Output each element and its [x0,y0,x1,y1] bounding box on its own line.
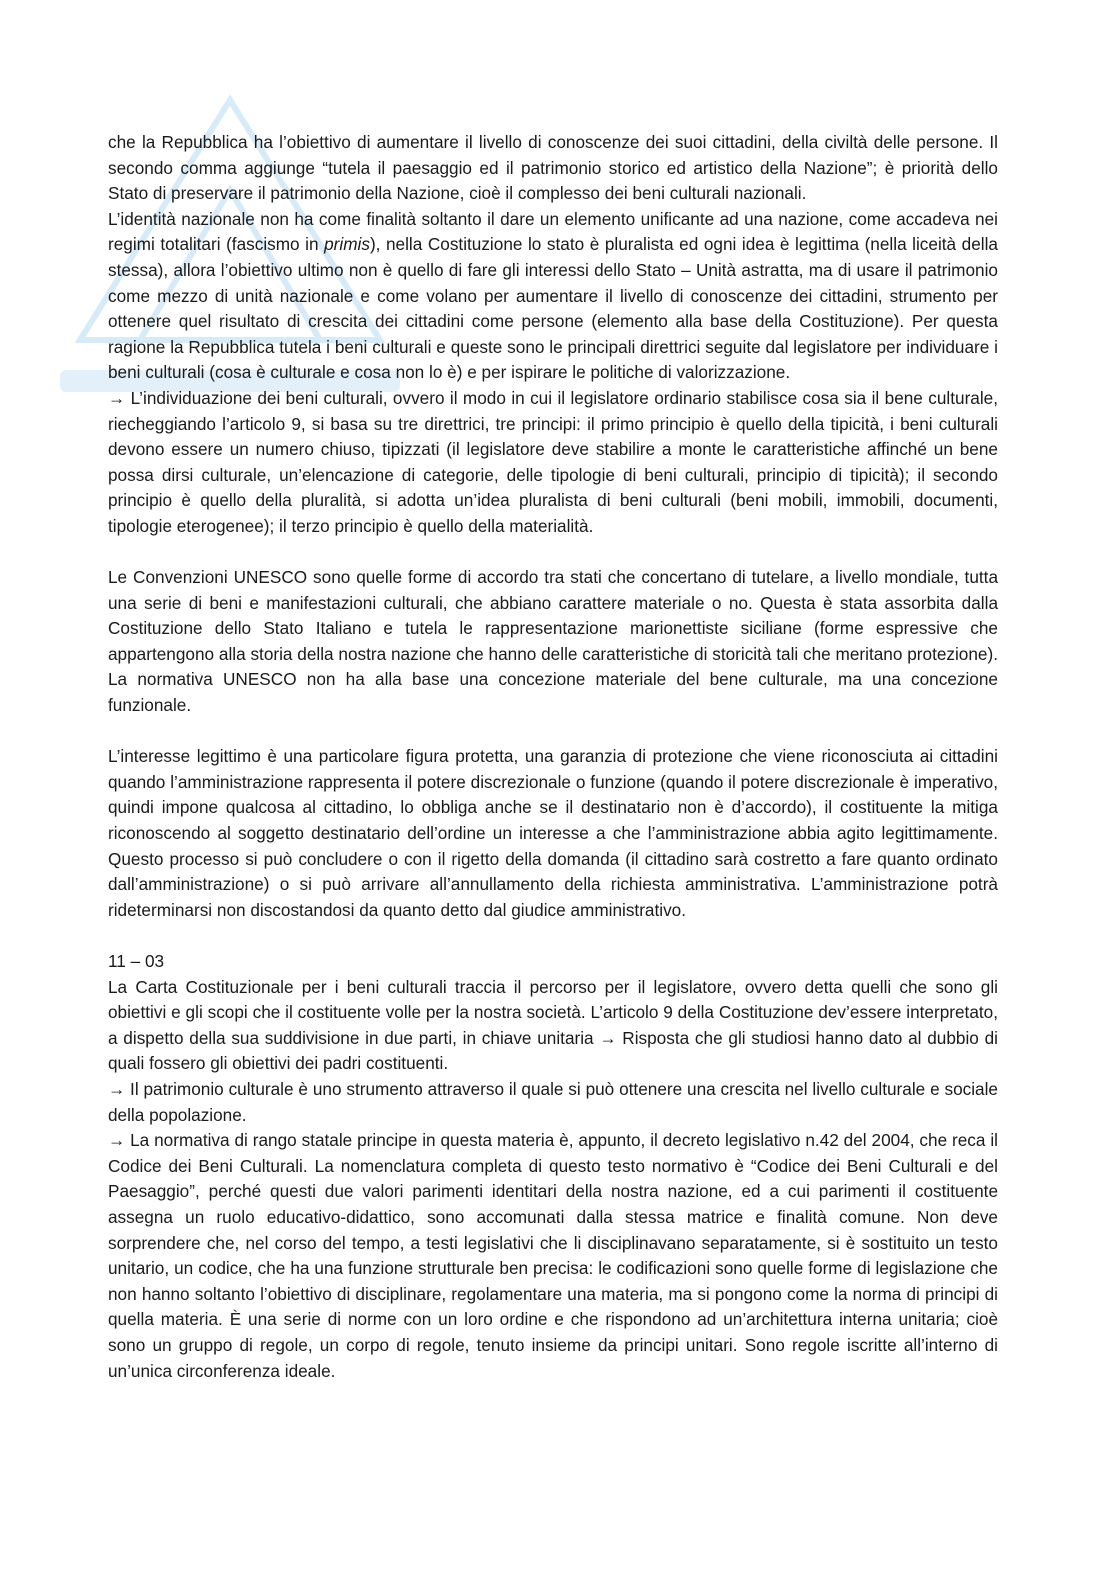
paragraph-2-italic: primis [324,234,370,255]
paragraph-2 [108,207,998,386]
paragraph-4: Le Convenzioni UNESCO sono quelle forme di accordo tra stati che concertano di tutelare, a livello mondiale, tutta una serie di beni e manifestazioni culturali, che abbiano carattere materiale o no. Questa è stata assorbita dalla Costituzione dello Stato Italiano e tutela le rappresentazione marionettiste siciliane (forme espressive che appartengono alla storia della nostra nazione che hanno delle caratteristiche di storicità tali che meritano protezione). La normativa UNESCO non ha alla base una concezione materiale del bene culturale, ma una concezione funzionale. [108,567,998,716]
paragraph-3: → L’individuazione dei beni culturali, ovvero il modo in cui il legislatore ordinario stabilisce cosa sia il bene culturale, riecheggiando l’articolo 9, si basa su tre direttrici, tre principi: il primo principio è quello della tipicità, i beni culturali devono essere un numero chiuso, tipizzati (il legislatore deve stabilire a monte le caratteristiche affinché un bene possa dirsi culturale, un’elencazione di categorie, delle tipologie di beni culturali, principio di tipicità); il secondo principio è quello della pluralità, si adotta un’idea pluralista di beni culturali (beni mobili, immobili, documenti, tipologie eterogenee); il terzo principio è quello della materialità. [108,387,998,536]
paragraph-7: → Il patrimonio culturale è uno strumento attraverso il quale si può ottenere una crescita nel livello culturale e sociale della popolazione. [108,1078,998,1125]
paragraph-8: → La normativa di rango statale principe in questa materia è, appunto, il decreto legislativo n.42 del 2004, che reca il Codice dei Beni Culturali. La nomenclatura completa di questo testo normativo è “Codice dei Beni Culturali e del Paesaggio”, perché questi due valori parimenti identitari della nostra nazione, ed a cui parimenti il costituente assegna un ruolo educativo-didattico, sono accomunati dalla stessa matrice e finalità comune. Non deve sorprendere che, nel corso del tempo, a testi legislativi che li disciplinavano separatamente, si è sostituito un testo unitario, un codice, che ha una funzione strutturale ben precisa: le codificazioni sono quelle forme di legislazione che non hanno soltanto l’obiettivo di disciplinare, regolamentare una materia, ma si pongono come la norma di principi di quella materia. È una serie di norme con un loro ordine e che rispondono ad un’architettura interna unitaria; cioè sono un gruppo di regole, un corpo di regole, tenuto insieme da principi unitari. Sono regole iscritte all’interno di un’unica circonferenza ideale. [108,1130,998,1381]
section-date: 11 – 03 [108,951,165,971]
paragraph-5: L’interesse legittimo è una particolare figura protetta, una garanzia di protezione che viene riconosciuta ai cittadini quando l’amministrazione rappresenta il potere discrezionale o funzione (quando il potere discrezionale è imperativo, quindi impone qualcosa al cittadino, lo obbliga anche se il destinatario non è d’accordo), il costituente la mitiga riconoscendo al soggetto destinatario dell’ordine un interesse a che l’amministrazione abbia agito legittimamente. Questo processo si può concludere o con il rigetto della domanda (il cittadino sarà costretto a fare quanto ordinato dall’amministrazione) o si può arrivare all’annullamento della richiesta amministrativa. L’amministrazione potrà rideterminarsi non discostandosi da quanto detto dal giudice amministrativo. [108,746,998,920]
paragraph-1: che la Repubblica ha l’obiettivo di aumentare il livello di conoscenze dei suoi cittadini, della civiltà delle persone. Il secondo comma aggiunge “tutela il paesaggio ed il patrimonio storico ed artistico della Nazione”; è priorità dello Stato di preservare il patrimonio della Nazione, cioè il complesso dei beni culturali nazionali. [108,132,998,204]
paragraph-6: La Carta Costituzionale per i beni culturali traccia il percorso per il legislatore, ovvero detta quelli che sono gli obiettivi e gli scopi che il costituente volle per la nostra società. L’articolo 9 della Costituzione dev’essere interpretato, a dispetto della sua suddivisione in due parti, in chiave unitaria → Risposta che gli studiosi hanno dato al dubbio di quali fossero gli obiettivi dei padri costituenti. [108,976,998,1074]
document-page [108,130,998,1384]
spacer [108,540,998,566]
spacer [108,923,998,949]
spacer [108,719,998,745]
paragraph-2-text-b: ), nella Costituzione lo stato è pluralista ed ogni idea è legittima (nella liceità della stessa), allora l’obiettivo ultimo non è quello di fare gli interessi dello Stato – Unità astratta, ma di usare il patrimonio come mezzo di unità nazionale e come volano per aumentare il livello di conoscenze dei cittadini, strumento per ottenere quel risultato di crescita dei cittadini come persone (elemento alla base della Costituzione). Per questa ragione la Repubblica tutela i beni culturali e queste sono le principali direttrici seguite dal legislatore per individuare i beni culturali (cosa è culturale e cosa non lo è) e per ispirare le politiche di valorizzazione. [108,234,998,383]
paragraph-2-text-a: L’identità nazionale non ha come finalità soltanto il dare un elemento unificante ad una nazione, come accadeva nei regimi totalitari (fascismo in [108,208,998,255]
